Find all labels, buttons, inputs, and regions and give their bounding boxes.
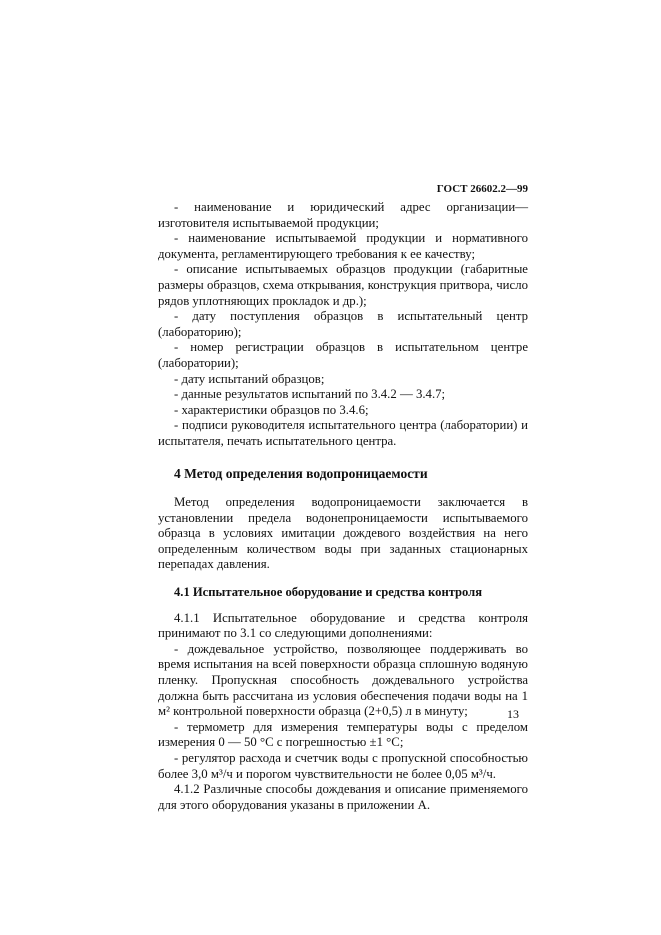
paragraph-4-1-1: 4.1.1 Испытательное оборудование и средства контроля принимают по 3.1 со следующими дополнениями: xyxy=(158,610,528,641)
list-item: - данные результатов испытаний по 3.4.2 — 3.4.7; xyxy=(174,387,446,402)
list-item: - номер регистрации образцов в испытательном центре (лаборатории); xyxy=(158,340,528,370)
list-item: - описание испытываемых образцов продукции (габаритные размеры образцов, схема открывания, конструкция притвора, число рядов уплотняющих прокладок и др.); xyxy=(158,262,528,308)
list-item: - термометр для измерения температуры воды с пределом измерения 0 — 50 °С с погрешностью ±1 °С; xyxy=(158,719,528,750)
list-item: - дождевальное устройство, позволяющее поддерживать во время испытания на всей поверхности образца сплошную водяную пленку. Пропускная способность дождевального устройства должна быть рассчитана из условия обеспечения подачи воды на 1 м² контрольной поверхности образца (2+0,5) л в минуту; xyxy=(158,641,528,719)
list-item: - дату испытаний образцов; xyxy=(174,371,325,386)
list-item: - подписи руководителя испытательного центра (лаборатории) и испытателя, печать испытательного центра. xyxy=(158,418,528,448)
list-item: - характеристики образцов по 3.4.6; xyxy=(174,402,369,417)
list-item: - наименование и юридический адрес организации—изготовителя испытываемой продукции; xyxy=(158,200,528,230)
section-4-intro: Метод определения водопроницаемости заключается в установлении предела водонепроницаемости испытываемого образца в условиях имитации дождевого воздействия на него определенным количеством воды при заданных стационарных перепадах давления. xyxy=(158,495,528,572)
list-item: - наименование испытываемой продукции и нормативного документа, регламентирующего требования к ее качеству; xyxy=(158,231,528,261)
section-4-1-heading: 4.1 Испытательное оборудование и средства контроля xyxy=(174,585,483,600)
list-item: - дату поступления образцов в испытательный центр (лабораторию); xyxy=(158,309,528,339)
paragraph-4-1-2: 4.1.2 Различные способы дождевания и описание применяемого для этого оборудования указаны в приложении А. xyxy=(158,782,528,812)
list-item: - регулятор расхода и счетчик воды с пропускной способностью более 3,0 м³/ч и порогом чувствительности не более 0,05 м³/ч. xyxy=(158,751,528,781)
page-body xyxy=(158,200,528,813)
section-4-heading: 4 Метод определения водопроницаемости xyxy=(174,465,428,481)
document-code-header: ГОСТ 26602.2—99 xyxy=(436,183,528,195)
page-number: 13 xyxy=(507,707,519,721)
